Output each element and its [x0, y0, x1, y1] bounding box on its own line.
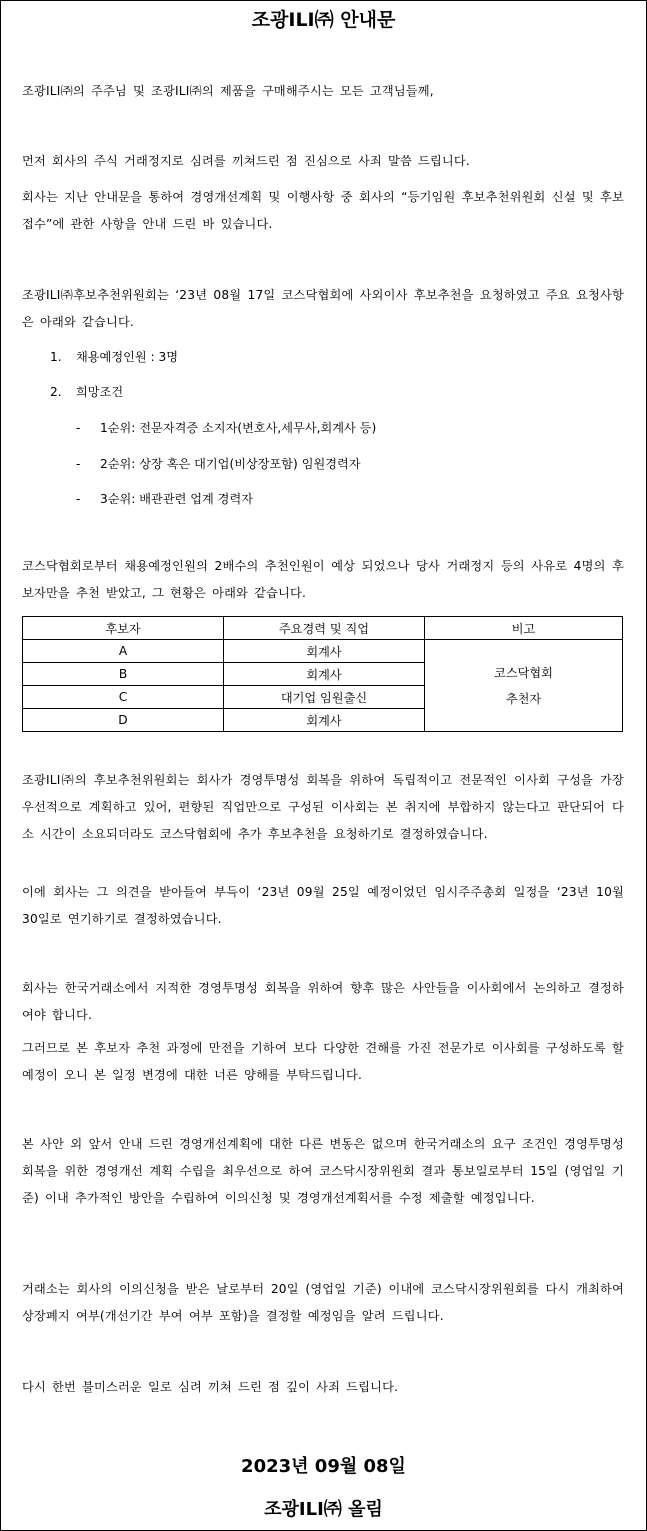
paragraph-postponement: 이에 회사는 그 의견을 받아들여 부득이 ‘23년 09월 25일 예정이었던 임시주주총회 일정을 ‘23년 10월 30일로 연기하기로 결정하였습니다.	[22, 885, 624, 926]
numbered-item-1	[50, 348, 178, 365]
paragraph-exchange-process: 거래소는 회사의 이의신청을 받은 날로부터 20일 (영업일 기준) 이내에 코스닥시장위원회를 다시 개최하여 상장폐지 여부(개선기간 부여 여부 포함)을 결정할 예정임을 알려 드립니다.	[22, 1282, 624, 1323]
note-cell	[425, 640, 623, 732]
paragraph-closing: 다시 한번 불미스러운 일로 심려 끼쳐 드린 점 깊이 사죄 드립니다.	[22, 1380, 399, 1394]
career-cell: 회계사	[224, 640, 425, 663]
note-line-1: 코스닥협회	[494, 665, 553, 680]
paragraph-previous-notice: 회사는 지난 안내문을 통하여 경영개선계획 및 이행사항 중 회사의 “등기임원 후보추천위원회 신설 및 후보접수”에 관한 사항을 안내 드린 바 있습니다.	[22, 190, 624, 231]
candidate-cell: A	[23, 640, 224, 663]
table-header-row	[23, 617, 623, 640]
document-title: 조광ILI㈜ 안내문	[251, 9, 396, 31]
career-cell: 회계사	[224, 663, 425, 686]
greeting: 조광ILI㈜의 주주님 및 조광ILI㈜의 제품을 구매해주시는 모든 고객님들께,	[22, 84, 434, 98]
condition-item-2	[76, 455, 361, 472]
paragraph-request: 조광ILI㈜후보추천위원회는 ‘23년 08월 17일 코스닥협회에 사외이사 후보추천을 요청하였고 주요 요청사항은 아래와 같습니다.	[22, 288, 624, 329]
dash-bullet: -	[76, 492, 81, 506]
numbered-item-2	[50, 383, 123, 400]
paragraph-committee-decision: 조광ILI㈜의 후보추천위원회는 회사가 경영투명성 회복을 위하여 독립적이고 전문적인 이사회 구성을 가장 우선적으로 계획하고 있어, 편향된 직업만으로 구성된 이사회는 본 취지에 부합하지 않는다고 판단되어 다소 시간이 소요되더라도 코스닥협회에 추가 후보추천을 요청하기로 결정하였습니다.	[22, 773, 624, 841]
candidate-table	[22, 616, 623, 732]
candidate-cell: D	[23, 709, 224, 732]
item-text: 채용예정인원 : 3명	[76, 350, 179, 364]
condition-item-3	[76, 490, 253, 507]
dash-bullet: -	[76, 457, 81, 471]
paragraph-krx-issue: 회사는 한국거래소에서 지적한 경영투명성 회복을 위하여 향후 많은 사안들을 이사회에서 논의하고 결정하여야 합니다.	[22, 981, 624, 1022]
condition-item-1	[76, 419, 376, 436]
table-row	[23, 640, 623, 663]
candidate-cell: C	[23, 686, 224, 709]
signature: 조광ILI㈜ 올림	[264, 1499, 383, 1520]
career-cell: 대기업 임원출신	[224, 686, 425, 709]
header-career: 주요경력 및 직업	[224, 617, 425, 640]
note-line-2: 추천자	[505, 691, 542, 706]
condition-text: 2순위: 상장 혹은 대기업(비상장포함) 임원경력자	[100, 457, 361, 471]
candidate-cell: B	[23, 663, 224, 686]
condition-text: 1순위: 전문자격증 소지자(변호사,세무사,회계사 등)	[100, 421, 377, 435]
item-number: 2.	[50, 385, 62, 399]
header-note: 비고	[425, 617, 623, 640]
dash-bullet: -	[76, 421, 81, 435]
condition-text: 3순위: 배관관련 업계 경력자	[100, 492, 253, 506]
paragraph-plan: 본 사안 외 앞서 안내 드린 경영개선계획에 대한 다른 변동은 없으며 한국거래소의 요구 조건인 경영투명성 회복을 위한 경영개선 계획 수립을 최우선으로 하여 코스닥시장위원회 결과 통보일로부터 15일 (영업일 기준) 이내 추가적인 방안을 수립하여 이의신청 및 경영개선계획서를 수정 제출할 예정입니다.	[22, 1137, 624, 1205]
paragraph-apology: 먼저 회사의 주식 거래정지로 심려를 끼쳐드린 점 진심으로 사죄 말씀 드립니다.	[22, 154, 470, 168]
paragraph-result: 코스닥협회로부터 채용예정인원의 2배수의 추천인원이 예상 되었으나 당사 거래정지 등의 사유로 4명의 후보자만을 추천 받았고, 그 현황은 아래와 같습니다.	[22, 559, 624, 600]
document-date: 2023년 09월 08일	[241, 1456, 406, 1477]
career-cell: 회계사	[224, 709, 425, 732]
paragraph-understanding: 그러므로 본 후보자 추천 과정에 만전을 기하여 보다 다양한 견해를 가진 전문가로 이사회를 구성하도록 할 예정이 오니 본 일정 변경에 대한 너른 양해를 부탁드립니다.	[22, 1041, 624, 1082]
header-candidate: 후보자	[23, 617, 224, 640]
item-text: 희망조건	[76, 385, 124, 399]
item-number: 1.	[50, 350, 62, 364]
